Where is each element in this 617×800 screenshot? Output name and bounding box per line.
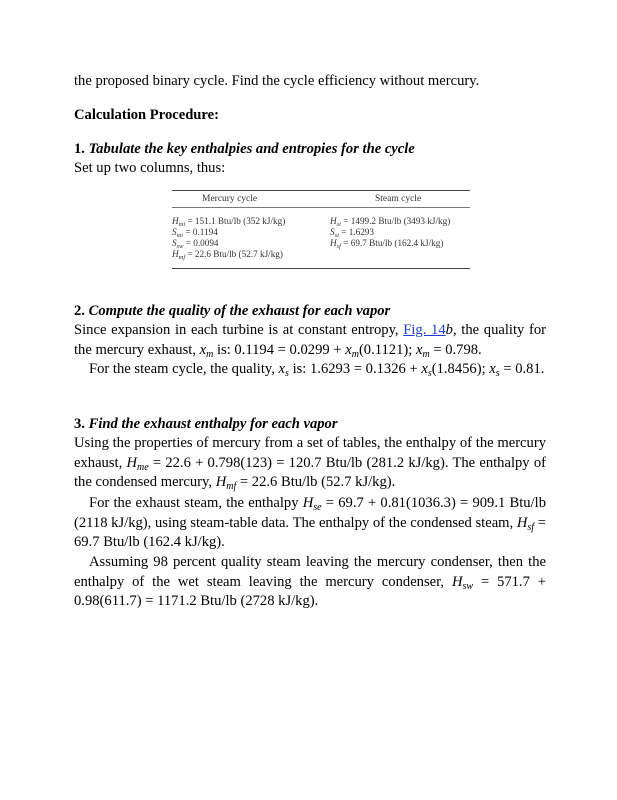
table-header-rule [172, 207, 470, 208]
col-header-mercury: Mercury cycle [202, 194, 258, 204]
step2-number: 2. [74, 303, 85, 319]
step2-paragraph-1: Since expansion in each turbine is at constant entropy, Fig. 14b, the quality for the mercury exhaust, $x_m$ is: $0.1194 = 0.0299 + x_m(0.1121)$; $x_m = 0.798$. [74, 322, 546, 360]
mercury-row: $S_{sw} = 0.0094$ [172, 238, 219, 250]
step1-heading [74, 140, 415, 160]
calc-procedure-heading: Calculation Procedure: [74, 107, 219, 123]
col-header-steam: Steam cycle [375, 194, 422, 204]
steam-row: $S_{si} = 1.6293$ [330, 227, 374, 239]
steam-row: $H_{si} = 1499.2$ Btu/lb (3493 kJ/kg) [330, 216, 451, 228]
step1-title: Tabulate the key enthalpies and entropies for the cycle [88, 141, 415, 157]
step2-title: Compute the quality of the exhaust for each vapor [88, 303, 391, 319]
table-bottom-rule [172, 268, 470, 269]
figure-link[interactable]: Fig. 14 [403, 322, 446, 338]
step3-title: Find the exhaust enthalpy for each vapor [88, 416, 338, 432]
step1-body: Set up two columns, thus: [74, 160, 226, 176]
step2-paragraph-2: For the steam cycle, the quality, $x_s$ is: $1.6293 = 0.1326 + x_s(1.8456)$; $x_s = 0.81$. [89, 361, 545, 379]
enthalpy-table [172, 190, 470, 270]
step3-number: 3. [74, 416, 85, 432]
intro-line: the proposed binary cycle. Find the cycle efficiency without mercury. [74, 73, 480, 89]
mercury-row: $H_{mf} = 22.6$ Btu/lb (52.7 kJ/kg) [172, 249, 283, 261]
step1-number: 1. [74, 141, 85, 157]
mercury-row: $S_{mi} = 0.1194$ [172, 227, 218, 239]
table-top-rule [172, 190, 470, 191]
steam-row: $H_{sf} = 69.7$ Btu/lb (162.4 kJ/kg) [330, 238, 444, 250]
mercury-row: $H_{mi} = 151.1$ Btu/lb (352 kJ/kg) [172, 216, 286, 228]
step3-paragraph-3: Assuming 98 percent quality steam leaving the mercury condenser, then the enthalpy of the wet steam leaving the mercury condenser, $H_{sw} = 571.7 + 0.98(611.7) = 1171.2$ Btu/lb (2728 kJ/kg). [74, 554, 546, 610]
step3-paragraph-2: For the exhaust steam, the enthalpy $H_{se} = 69.7 + 0.81(1036.3) = 909.1$ Btu/lb (2118 kJ/kg), using steam-table data. The enthalpy of the condensed steam, $H_{sf} = 69.7$ Btu/lb (162.4 kJ/kg). [74, 495, 546, 551]
step3-paragraph-1: Using the properties of mercury from a set of tables, the enthalpy of the mercury exhaust, $H_{me} = 22.6 + 0.798(123) = 120.7$ Btu/lb (281.2 kJ/kg). The enthalpy of the condensed mercury, $H_{mf} = 22.6$ Btu/lb (52.7 kJ/kg). [74, 435, 546, 493]
step3-heading [74, 415, 338, 435]
step2-heading [74, 302, 390, 322]
